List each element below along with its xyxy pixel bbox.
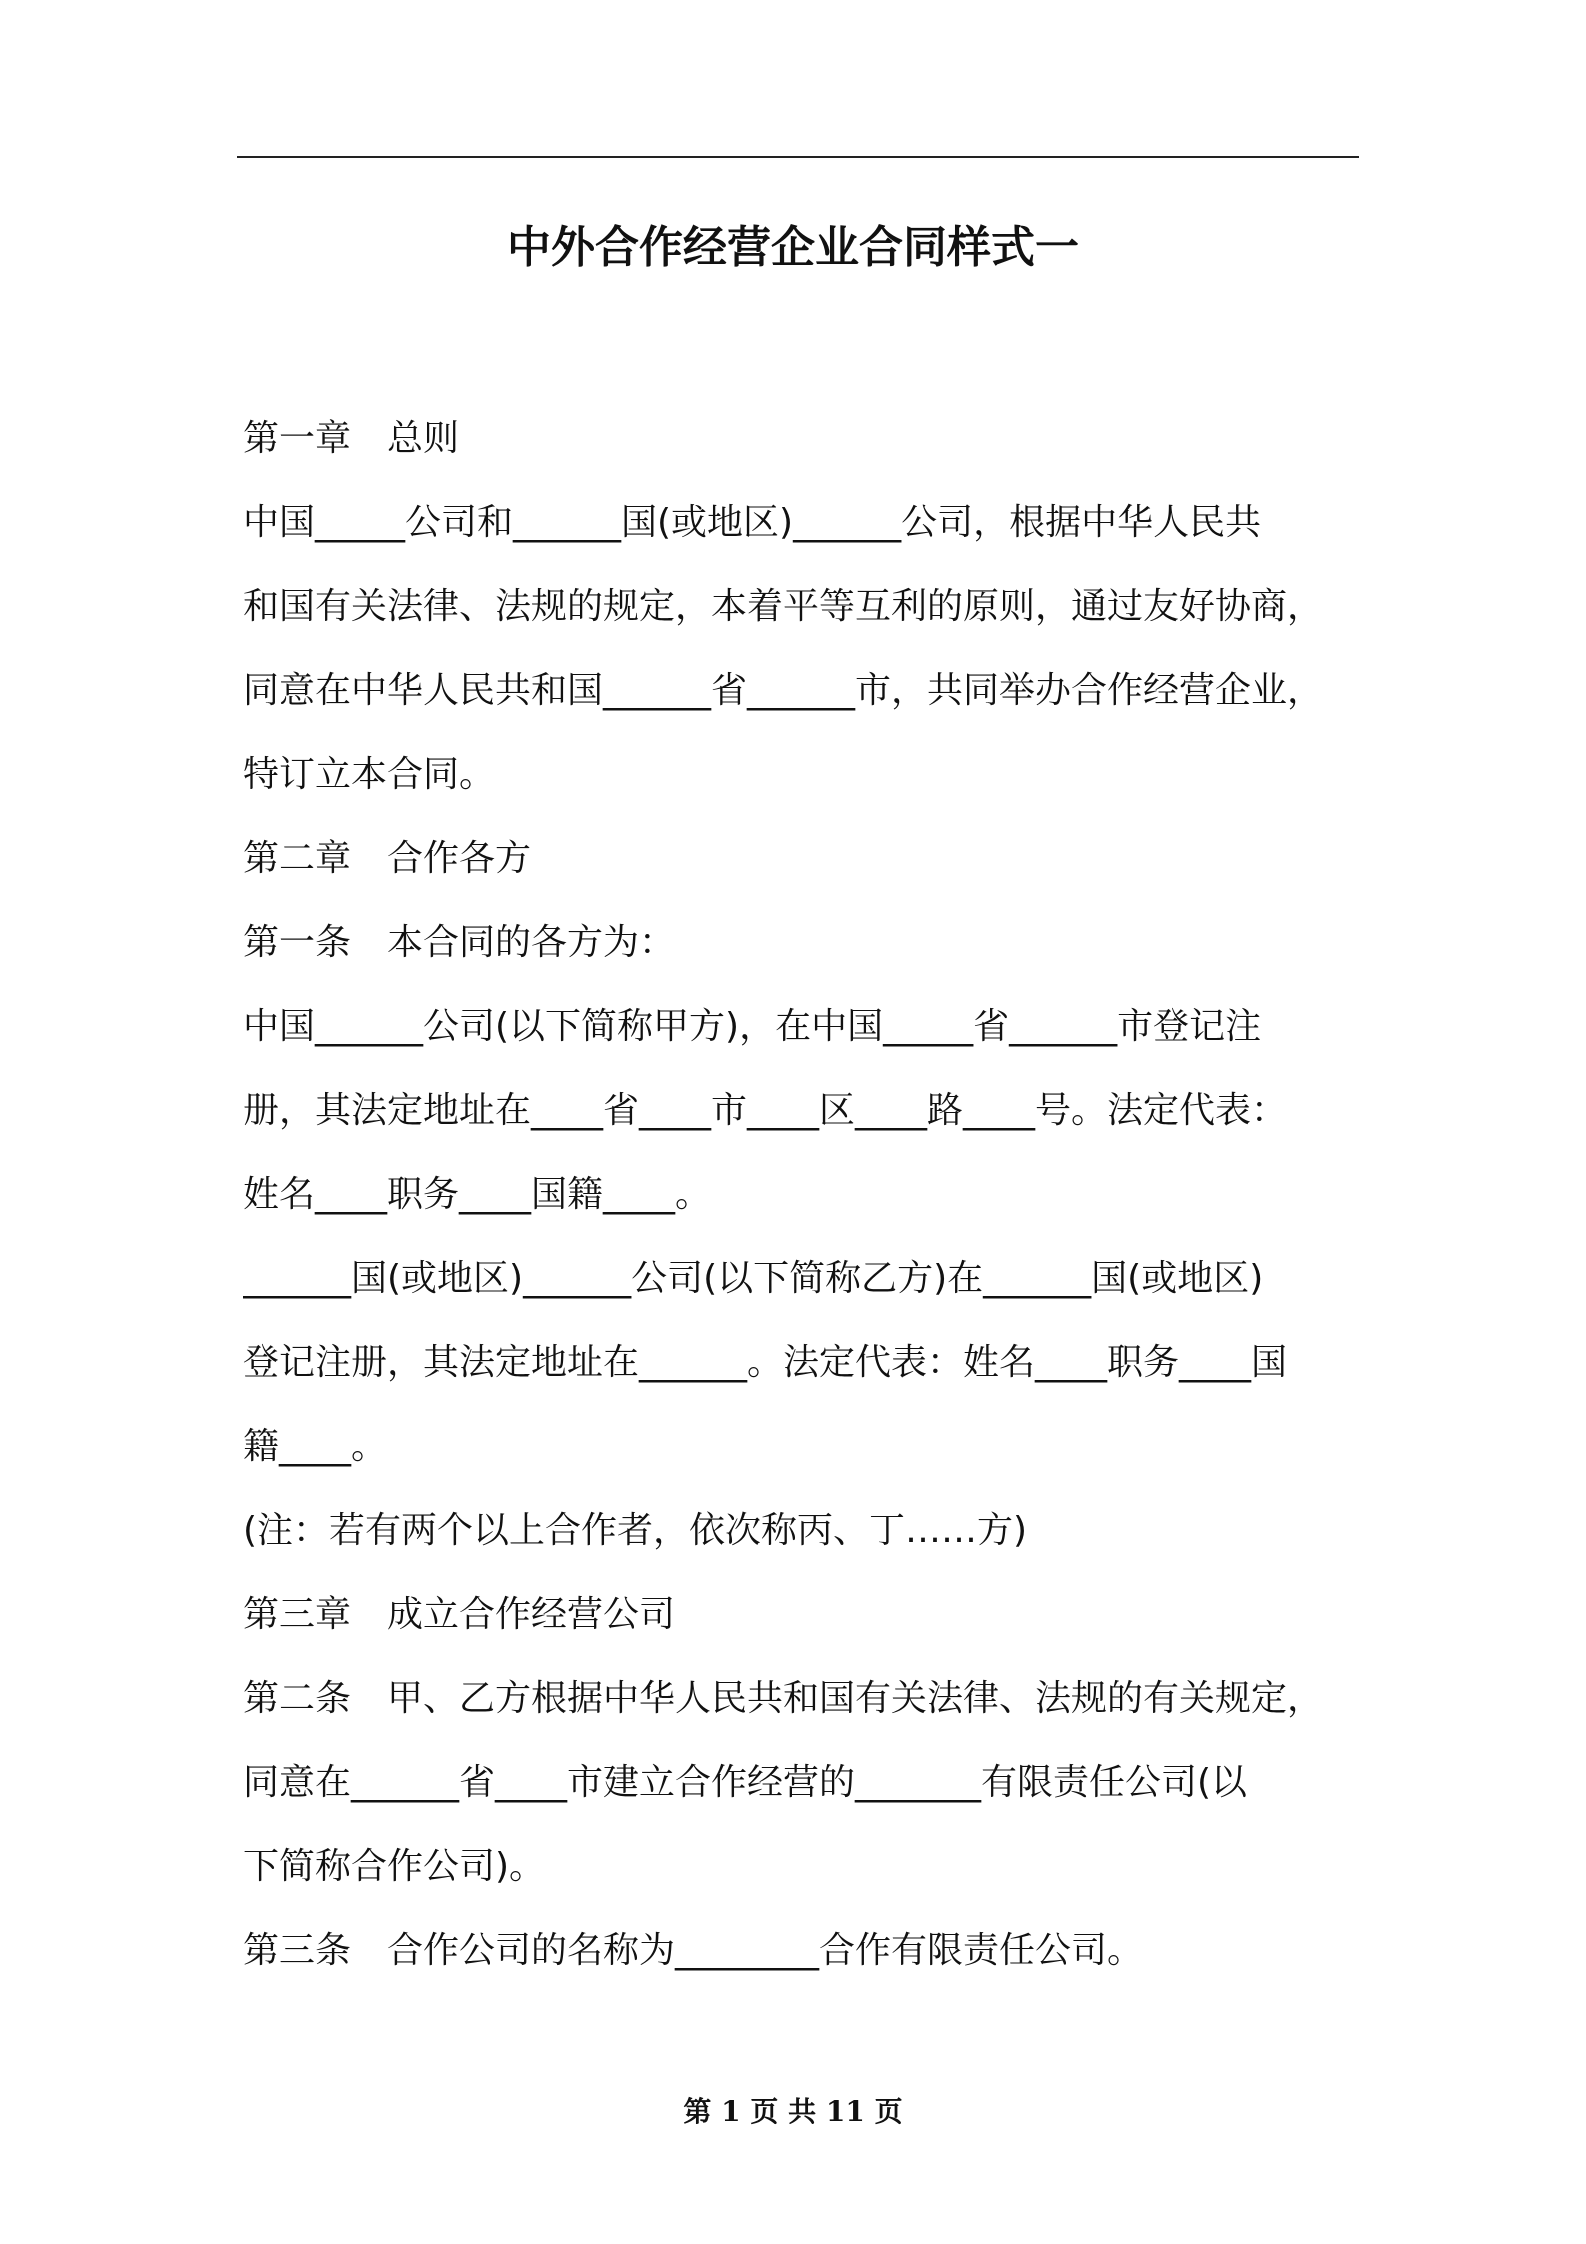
paragraph-line: 册，其法定地址在____省____市____区____路____号。法定代表： (243, 1090, 1288, 1131)
article-heading: 第一条 本合同的各方为： (243, 922, 676, 963)
page-number: 第 1 页 共 11 页 (683, 2095, 903, 2128)
chapter-heading: 第一章 总则 (243, 418, 460, 459)
paragraph-line: 登记注册，其法定地址在______。法定代表：姓名____职务____国 (243, 1342, 1288, 1383)
note-line: (注：若有两个以上合作者，依次称丙、丁……方) (243, 1510, 1028, 1551)
paragraph-line: 中国______公司(以下简称甲方)，在中国_____省______市登记注 (243, 1006, 1262, 1047)
paragraph-line: 下简称合作公司)。 (243, 1846, 546, 1887)
paragraph-line: 同意在中华人民共和国______省______市，共同举办合作经营企业， (243, 670, 1324, 711)
document-body (243, 397, 1363, 1993)
document-title: 中外合作经营企业合同样式一 (507, 222, 1079, 273)
paragraph-line: 特订立本合同。 (243, 754, 496, 795)
paragraph-line: ______国(或地区)______公司(以下简称乙方)在______国(或地区) (243, 1258, 1264, 1299)
paragraph-line: 和国有关法律、法规的规定，本着平等互利的原则，通过友好协商， (243, 586, 1324, 627)
chapter-heading: 第二章 合作各方 (243, 838, 532, 879)
paragraph-line: 籍____。 (243, 1426, 388, 1467)
paragraph-line: 同意在______省____市建立合作经营的_______有限责任公司(以 (243, 1762, 1248, 1803)
chapter-heading: 第三章 成立合作经营公司 (243, 1594, 676, 1635)
article-line: 第三条 合作公司的名称为________合作有限责任公司。 (243, 1930, 1144, 1971)
article-line: 第二条 甲、乙方根据中华人民共和国有关法律、法规的有关规定， (243, 1678, 1324, 1719)
header-rule (237, 156, 1359, 158)
paragraph-line: 姓名____职务____国籍____。 (243, 1174, 712, 1215)
paragraph-line: 中国_____公司和______国(或地区)______公司，根据中华人民共 (243, 502, 1262, 543)
